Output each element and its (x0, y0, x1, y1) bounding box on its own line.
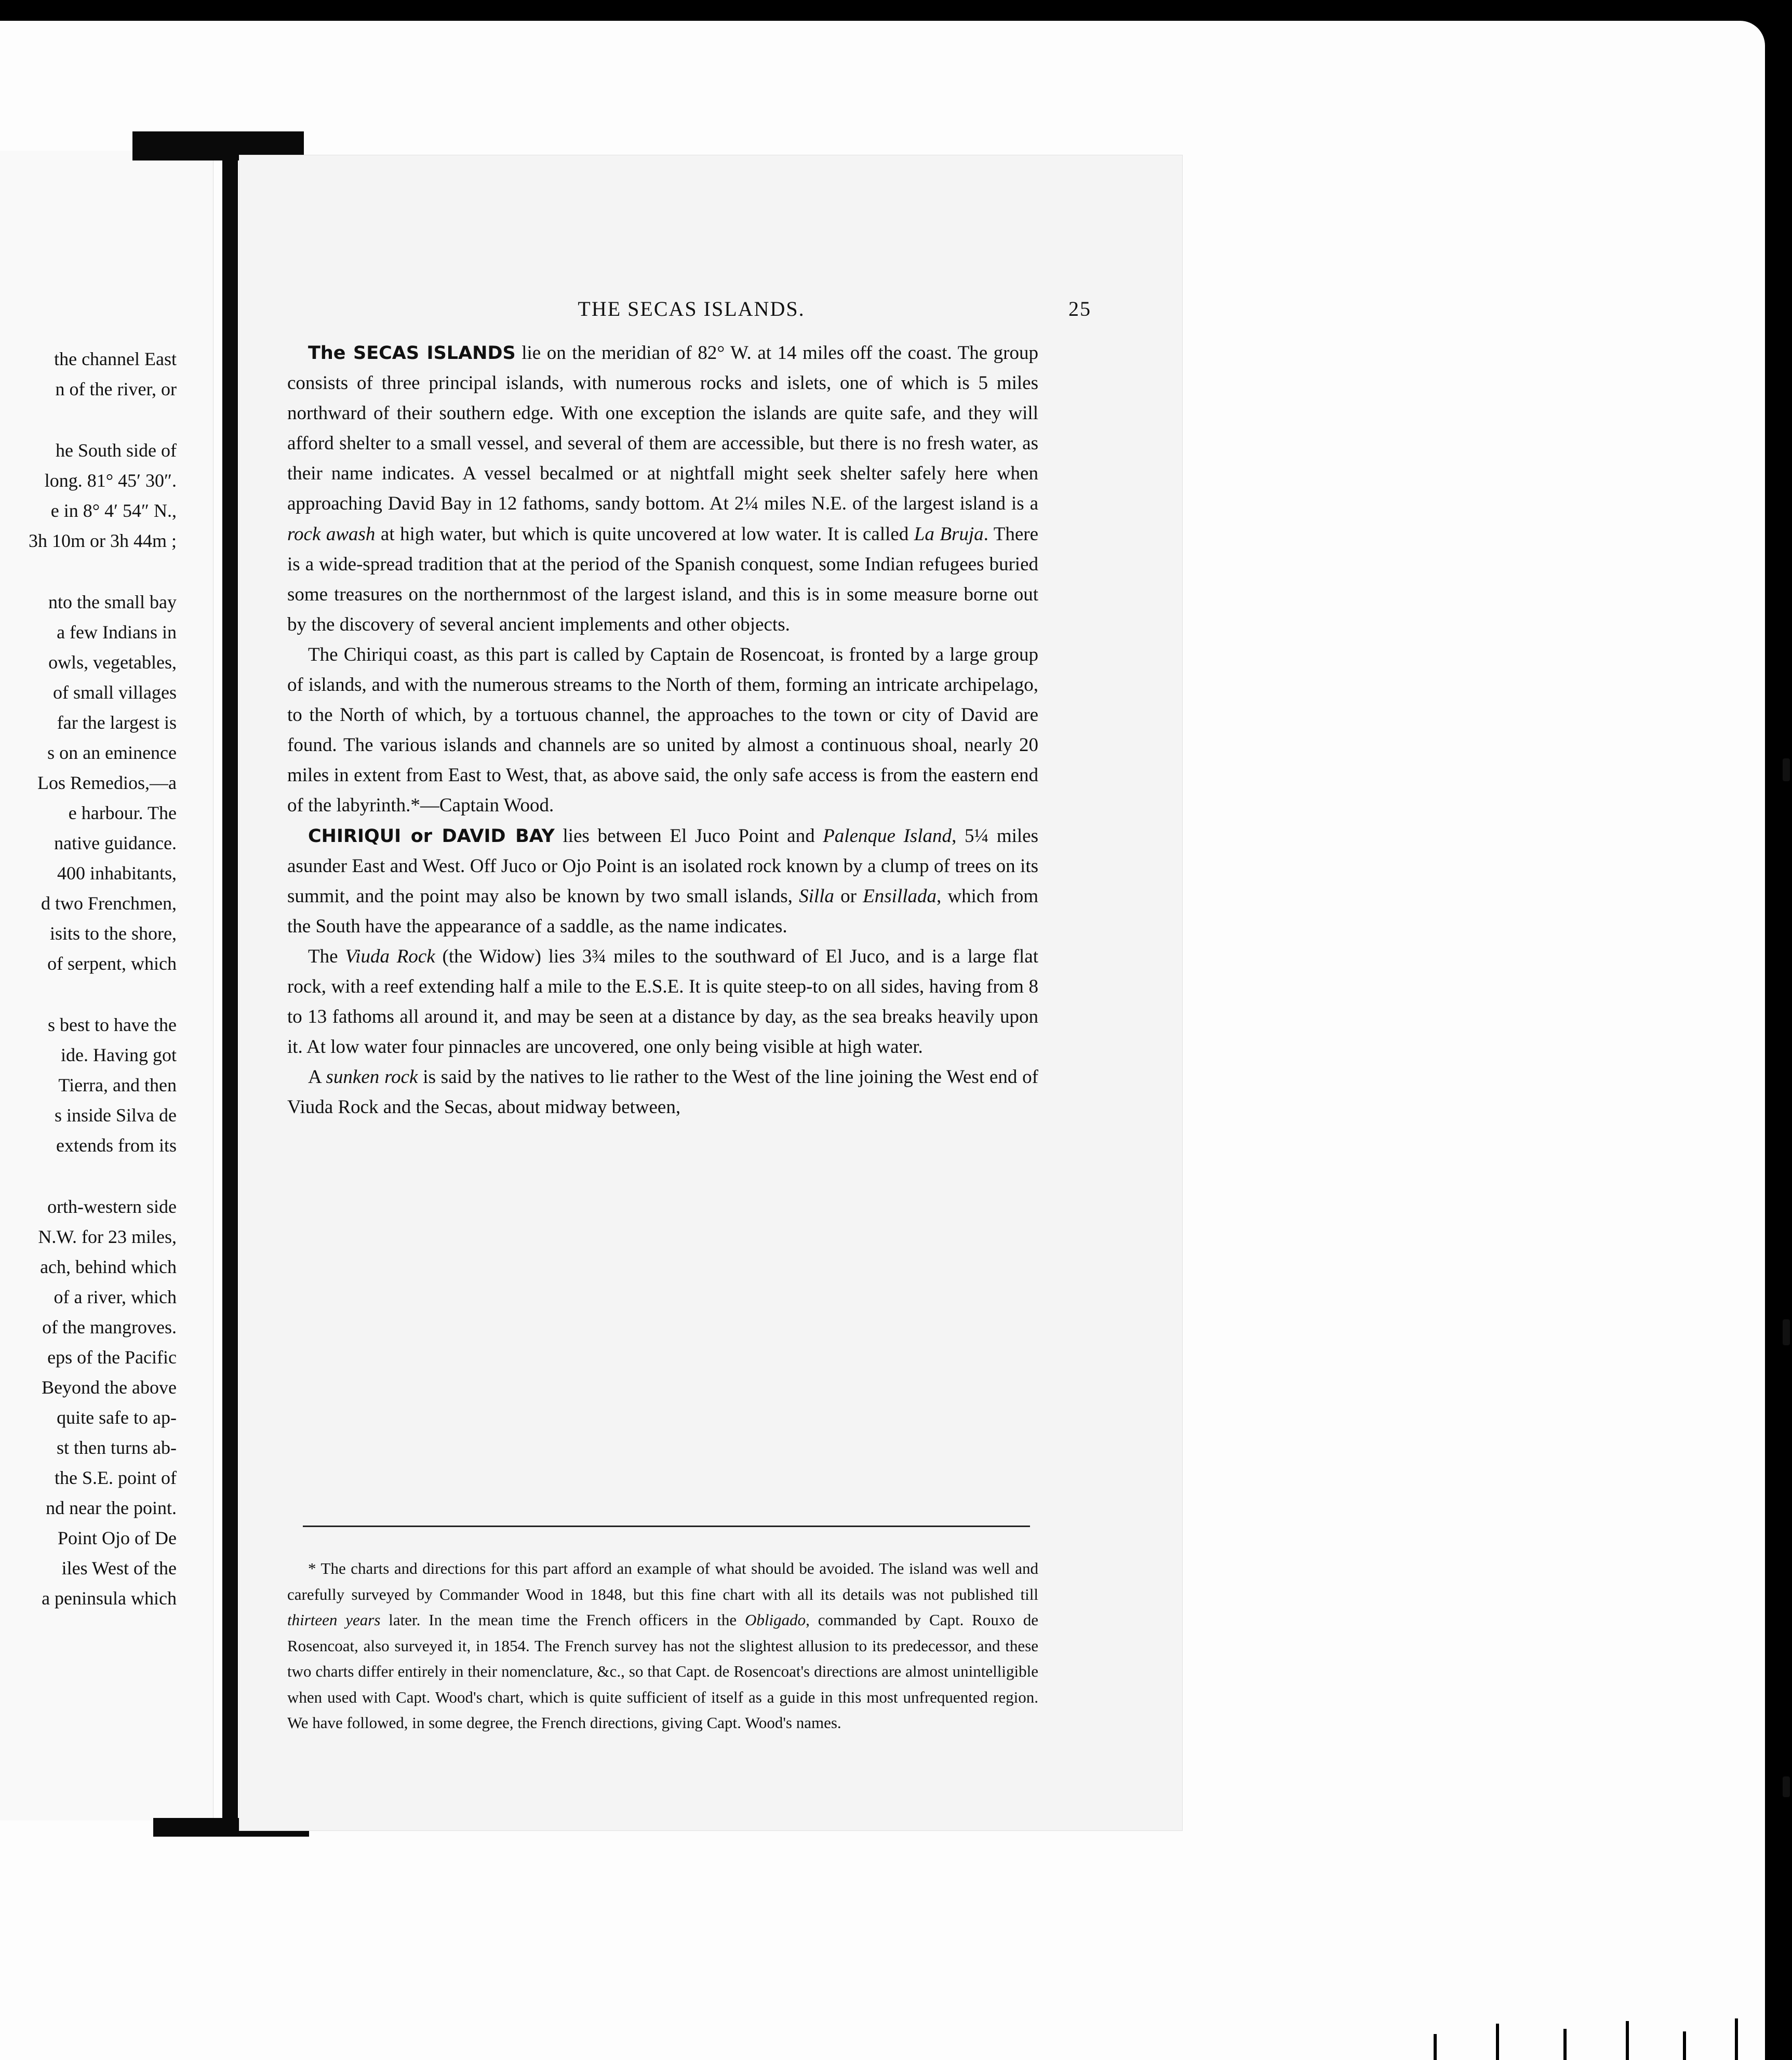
line-gap (0, 979, 177, 1010)
book-page (239, 155, 1183, 1831)
previous-page-line: e harbour. The (68, 802, 177, 823)
previous-page-line: a few Indians in (57, 622, 177, 643)
line-gap (0, 556, 177, 587)
section-heading: The SECAS ISLANDS (308, 343, 516, 364)
paragraph-secas-islands: The SECAS ISLANDS lie on the meridian of 82° W. at 14 miles off the coast. The group consists of three principal islands, with numerous rocks and islets, one of which is 5 miles northward of their southern edge. With one exception the islands are quite safe, and they will afford shelter to a small vessel, and several of them are accessible, but there is no fresh water, as their name indicates. A vessel becalmed or at nightfall might seek shelter safely here when approaching David Bay in 12 fathoms, sandy bottom. At 2¼ miles N.E. of the largest island is a rock awash at high water, but which is quite uncovered at low water. It is called La Bruja. There is a wide-spread tradition that at the period of the Spanish conquest, some Indian refugees buried some treasures on the northernmost of the largest island, and this is in some measure borne out by the discovery of several ancient implements and other objects. (287, 342, 1038, 635)
previous-page-text (0, 344, 177, 1613)
edge-mark (1783, 1776, 1790, 1797)
previous-page-line: he South side of (56, 440, 177, 461)
footnote-divider (303, 1526, 1030, 1527)
paragraph-david-bay: CHIRIQUI or DAVID BAY lies between El Juco Point and Palenque Island, 5¼ miles asunder East and West. Off Juco or Ojo Point is an isolated rock known by a clump of trees on its summit, and the point may also be known by two small islands, Silla or Ensillada, which from the South have the appearance of a saddle, as the name indicates. (287, 825, 1038, 937)
previous-page-line: st then turns ab- (57, 1437, 177, 1458)
section-heading: CHIRIQUI or DAVID BAY (308, 825, 555, 847)
line-gap (0, 404, 177, 435)
previous-page-line: Beyond the above (42, 1377, 177, 1398)
paragraph-sunken-rock: A sunken rock is said by the natives to lie rather to the West of the line joining the West end of Viuda Rock and the Secas, about midway between, (287, 1066, 1039, 1118)
previous-page-line: native guidance. (54, 833, 177, 853)
previous-page-line: 400 inhabitants, (57, 863, 177, 884)
page-number: 25 (1068, 297, 1091, 320)
previous-page-line: s on an eminence (47, 742, 177, 763)
footnote: * The charts and directions for this part afford an example of what should be avoided. The island was well and carefully surveyed by Commander Wood in 1848, but this fine chart with all its details was not published till thirteen years later. In the mean time the French officers in the Obligado, commanded by Capt. Rouxo de Rosencoat, also surveyed it, in 1854. The French survey has not the slightest allusion to its predecessor, and these two charts differ entirely in their nomenclature, &c., so that Capt. de Rosencoat's directions are almost unintelligible when used with Capt. Wood's chart, which is quite sufficient of itself as a guide in this most unfrequented region. We have followed, in some degree, the French directions, giving Capt. Wood's names. (287, 1559, 1038, 1732)
line-gap (0, 1160, 177, 1192)
previous-page-line: a peninsula which (42, 1588, 177, 1609)
previous-page (0, 151, 213, 1821)
binding-clip-bar (222, 131, 238, 1827)
previous-page-line: Point Ojo of De (58, 1528, 177, 1548)
previous-page-line: owls, vegetables, (48, 652, 177, 673)
previous-page-line: nd near the point. (46, 1497, 177, 1518)
previous-page-line: orth-western side (47, 1196, 177, 1217)
previous-page-line: n of the river, or (55, 379, 177, 399)
previous-page-line: of the mangroves. (42, 1317, 177, 1337)
previous-page-line: the channel East (54, 349, 177, 369)
edge-mark (1783, 758, 1790, 781)
running-title: THE SECAS ISLANDS. (578, 297, 805, 320)
previous-page-line: 3h 10m or 3h 44m ; (29, 530, 177, 551)
paragraph-chiriqui-coast: The Chiriqui coast, as this part is called by Captain de Rosencoat, is fronted by a large group of islands, and with the numerous streams to the North of them, forming an intricate archipelago, to the North of which, by a tortuous channel, the approaches to the town or city of David are found. The various islands and channels are so united by almost a continuous shoal, nearly 20 miles in extent from East to West, that, as above said, the only safe access is from the eastern end of the labyrinth.*—Captain Wood. (287, 644, 1038, 817)
previous-page-line: ide. Having got (61, 1045, 177, 1065)
previous-page-line: Los Remedios,—a (37, 772, 177, 793)
previous-page-line: s inside Silva de (55, 1105, 177, 1126)
previous-page-line: e in 8° 4′ 54″ N., (50, 500, 177, 521)
previous-page-line: of serpent, which (47, 953, 177, 974)
edge-mark (1783, 1319, 1790, 1345)
previous-page-line: Tierra, and then (58, 1075, 177, 1095)
previous-page-line: the S.E. point of (55, 1467, 177, 1488)
previous-page-line: far the largest is (57, 712, 177, 733)
body-text (287, 338, 1038, 1122)
previous-page-line: of a river, which (54, 1287, 177, 1307)
previous-page-line: isits to the shore, (50, 923, 177, 944)
previous-page-line: extends from its (56, 1135, 177, 1156)
page-header (291, 297, 1091, 328)
previous-page-line: nto the small bay (48, 592, 177, 612)
previous-page-line: quite safe to ap- (57, 1407, 177, 1428)
previous-page-line: d two Frenchmen, (41, 893, 177, 914)
paragraph-viuda-rock: The Viuda Rock (the Widow) lies 3¾ miles to the southward of El Juco, and is a large flat rock, with a reef extending half a mile to the E.S.E. It is quite steep-to on all sides, having from 8 to 13 fathoms all around it, and may be seen at a distance by day, as the sea breaks heavily upon it. At low water four pinnacles are uncovered, one only being visible at high water. (287, 945, 1038, 1058)
previous-page-line: ach, behind which (40, 1256, 177, 1277)
scanner-frame-bottom-ticks (1392, 2015, 1766, 2060)
previous-page-line: iles West of the (61, 1558, 177, 1579)
previous-page-line: N.W. for 23 miles, (38, 1226, 177, 1247)
previous-page-line: eps of the Pacific (47, 1347, 177, 1368)
scanner-frame-right (1765, 21, 1792, 2060)
previous-page-line: s best to have the (48, 1014, 177, 1035)
previous-page-line: long. 81° 45′ 30″. (44, 470, 177, 491)
previous-page-line: of small villages (53, 682, 177, 703)
scanner-frame-top (0, 0, 1792, 21)
